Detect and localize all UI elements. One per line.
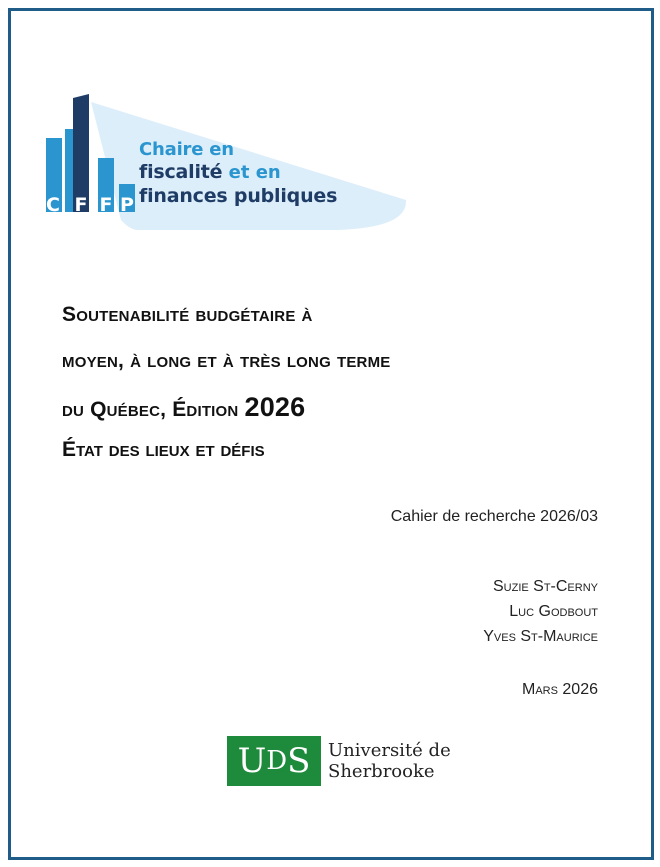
logo-line-2-part-1: fiscalité — [139, 161, 223, 183]
university-name-line-1: Université de — [328, 740, 451, 761]
logo-line-3: finances publiques — [139, 185, 338, 207]
title-line-1: Soutenabilité budgétaire à — [62, 303, 313, 326]
university-name-line-2: Sherbrooke — [328, 761, 435, 782]
logo-line-2 — [139, 161, 337, 185]
logo-line-2-part-2: et en — [222, 162, 281, 183]
logo-bar-3-top — [73, 94, 89, 102]
document-title — [62, 292, 622, 467]
logo-letter-4: P — [120, 194, 134, 216]
uds-letter-d: D — [266, 746, 288, 776]
uds-letter-s: S — [287, 741, 311, 781]
author-2: Luc Godbout — [509, 603, 598, 620]
document-subtitle: État des lieux et défis — [62, 438, 265, 461]
author-list — [483, 574, 598, 649]
title-line-3 — [62, 384, 622, 433]
uds-logo-box — [227, 736, 321, 786]
title-line-3-text: du Québec, Édition — [62, 398, 245, 421]
university-name — [328, 740, 451, 782]
title-line-2: moyen, à long et à très long terme — [62, 349, 391, 372]
series-label: Cahier de recherche 2026/03 — [390, 508, 598, 525]
logo-wordmark — [139, 139, 337, 207]
logo-letter-1: C — [46, 194, 60, 216]
title-year: 2026 — [244, 392, 306, 422]
uds-letter-u: U — [237, 741, 267, 781]
publication-date: Mars 2026 — [522, 681, 598, 698]
author-3: Yves St-Maurice — [483, 628, 598, 645]
author-1: Suzie St-Cerny — [492, 578, 598, 595]
logo-letter-2: F — [74, 194, 88, 216]
logo-line-1: Chaire en — [139, 139, 234, 160]
university-logo — [227, 736, 451, 786]
cffp-logo — [36, 88, 436, 233]
logo-letter-3: F — [99, 194, 113, 216]
